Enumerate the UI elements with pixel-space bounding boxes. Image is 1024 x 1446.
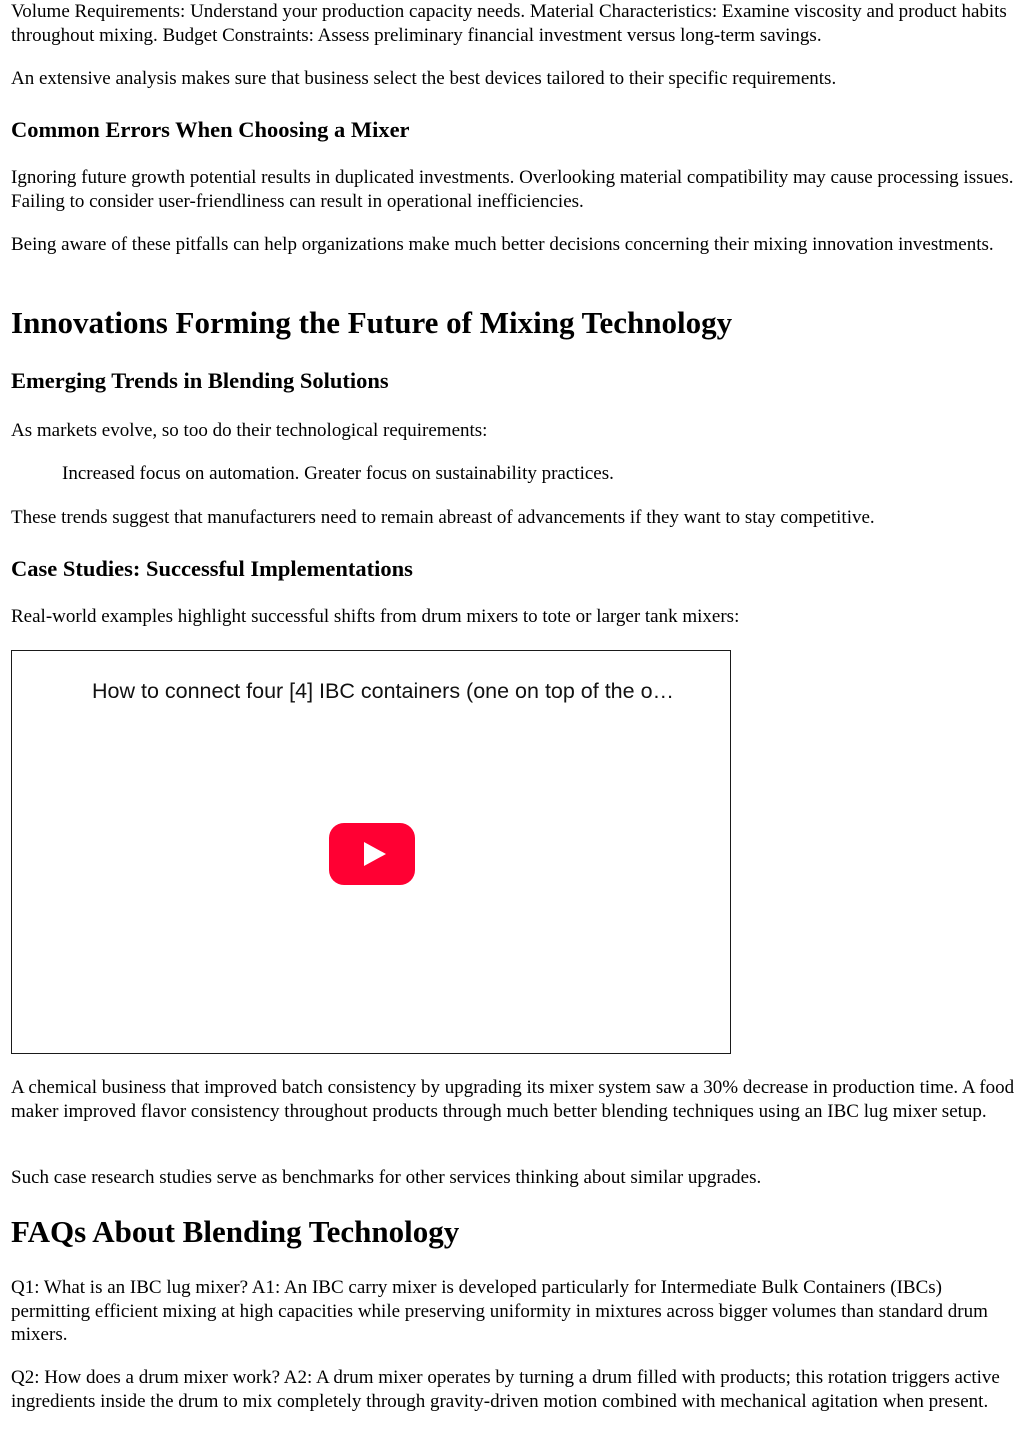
paragraph-analysis: An extensive analysis makes sure that business select the best devices tailored to their specific requirements. (11, 68, 837, 89)
paragraph-real-world: Real-world examples highlight successful shifts from drum mixers to tote or larger tank mixers: (11, 606, 740, 627)
faq-q1: Q1: What is an IBC lug mixer? A1: An IBC carry mixer is developed particularly for Intermediate Bulk Containers (IBCs) permitting efficient mixing at high capacities while preserving uniformity in mixtures across bigger volumes than standard drum mixers. (11, 1277, 988, 1345)
paragraph-chemical-business: A chemical business that improved batch consistency by upgrading its mixer system saw a 30% decrease in production time. A food maker improved flavor consistency throughout products through much better blending techniques using an IBC lug mixer setup. (11, 1077, 1015, 1122)
heading-case-studies: Case Studies: Successful Implementations (11, 556, 413, 581)
heading-emerging-trends: Emerging Trends in Blending Solutions (11, 368, 389, 393)
heading-innovations: Innovations Forming the Future of Mixing Technology (11, 305, 733, 340)
embedded-video[interactable] (11, 650, 731, 1054)
faq-q2: Q2: How does a drum mixer work? A2: A drum mixer operates by turning a drum filled with products; this rotation triggers active ingredients inside the drum to mix completely through gravity-driven motion combined with mechanical agitation when present. (11, 1367, 1000, 1412)
video-title[interactable]: How to connect four [4] IBC containers (one on top of the o… (92, 679, 675, 703)
paragraph-markets: As markets evolve, so too do their technological requirements: (11, 420, 488, 441)
paragraph-trends-suggest: These trends suggest that manufacturers need to remain abreast of advancements if they want to stay competitive. (11, 507, 875, 528)
blockquote-trends: Increased focus on automation. Greater focus on sustainability practices. (62, 463, 614, 484)
paragraph-pitfalls: Being aware of these pitfalls can help organizations make much better decisions concerning their mixing innovation investments. (11, 234, 994, 255)
paragraph-errors: Ignoring future growth potential results in duplicated investments. Overlooking material compatibility may cause processing issues. Failing to consider user-friendliness can result in operational inefficiencies. (11, 167, 1014, 212)
paragraph-selection-criteria: Volume Requirements: Understand your production capacity needs. Material Characteristics: Examine viscosity and product habits throughout mixing. Budget Constraints: Assess preliminary financial investment versus long-term savings. (11, 1, 1007, 46)
play-icon (364, 842, 386, 866)
paragraph-case-research: Such case research studies serve as benchmarks for other services thinking about similar upgrades. (11, 1167, 762, 1188)
play-button[interactable] (329, 823, 415, 885)
heading-common-errors: Common Errors When Choosing a Mixer (11, 117, 410, 142)
heading-faqs: FAQs About Blending Technology (11, 1214, 460, 1249)
